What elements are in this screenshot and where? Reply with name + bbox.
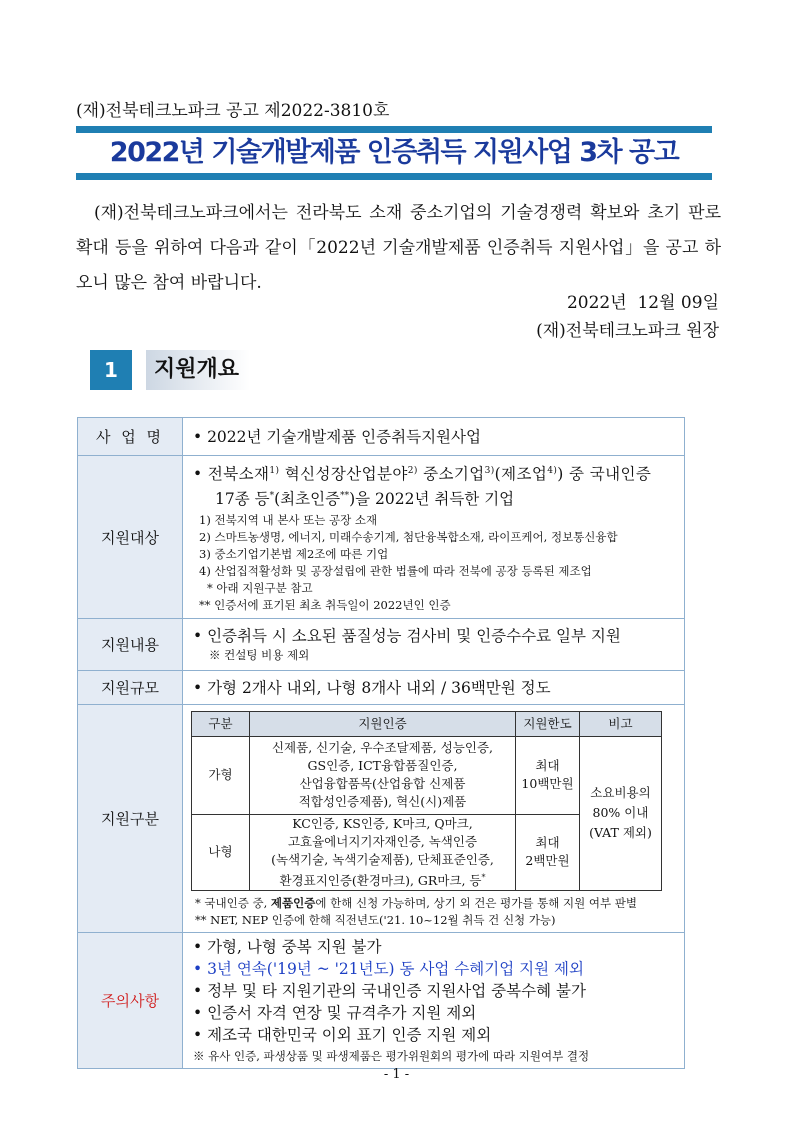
- target-note: 1) 전북지역 내 본사 또는 공장 소재: [199, 513, 378, 528]
- category-limit: [516, 736, 580, 814]
- content-note: ※ 컨설팅 비용 제외: [209, 648, 310, 663]
- row-value: [183, 933, 685, 1069]
- table-row: [78, 705, 685, 933]
- column-header: 지원인증: [250, 711, 516, 736]
- table-row: [78, 456, 685, 619]
- row-label: 사 업 명: [78, 418, 183, 456]
- target-note: * 아래 지원구분 참고: [207, 581, 313, 596]
- section-number: 1: [90, 350, 132, 390]
- caution-item: • 제조국 대한민국 이외 표기 인증 지원 제외: [193, 1026, 492, 1045]
- cert-line: KC인증, KS인증, K마크, Q마크,: [292, 815, 473, 831]
- footnote-ref: *: [269, 491, 275, 502]
- limit-line: 최대: [535, 758, 560, 774]
- category-certs: [250, 814, 516, 890]
- row-label: 지원구분: [78, 705, 183, 933]
- row-label: 주의사항: [78, 933, 183, 1069]
- category-note: ** NET, NEP 인증에 한해 직전년도('21. 10~12월 취득 건 신청 가능): [195, 912, 556, 927]
- caution-item: • 3년 연속('19년 ~ '21년도) 동 사업 수혜기업 지원 제외: [193, 960, 584, 979]
- caution-note: ※ 유사 인증, 파생상품 및 파생제품은 평가위원회의 평가에 따라 지원여부 결정: [193, 1049, 590, 1064]
- target-note: 2) 스마트농생명, 에너지, 미래수송기계, 첨단융복합소재, 라이프케어, 정보통신융합: [199, 530, 618, 545]
- intro-paragraph: [76, 196, 721, 301]
- table-row: [78, 933, 685, 1069]
- remark-line: (VAT 제외): [589, 825, 652, 841]
- target-line-1: [193, 460, 678, 485]
- footnote-ref: 4): [547, 466, 558, 476]
- scale-value: • 가형 2개사 내외, 나형 8개사 내외 / 36백만원 정도: [193, 678, 551, 697]
- row-value: [183, 418, 685, 456]
- target-text: 17종 등: [215, 490, 270, 509]
- footnote-ref: 2): [407, 466, 418, 476]
- footnote-ref: **: [340, 491, 350, 502]
- table-row: [78, 619, 685, 671]
- remark-line: 소요비용의: [590, 785, 651, 801]
- category-type: 나형: [192, 814, 250, 890]
- table-row: [78, 671, 685, 705]
- category-limit: [516, 814, 580, 890]
- category-certs: [250, 736, 516, 814]
- row-value: [183, 456, 685, 619]
- target-text: (제조업: [494, 465, 548, 484]
- cert-line: 산업융합품목(산업융합 신제품: [299, 776, 466, 792]
- row-value: [183, 619, 685, 671]
- note-highlight: 제품인증: [270, 895, 316, 910]
- row-label: 지원규모: [78, 671, 183, 705]
- target-text: 혁신성장산업분야: [279, 465, 408, 484]
- target-line-2: [193, 485, 678, 510]
- target-note: ** 인증서에 표기된 최초 취득일이 2022년인 인증: [199, 598, 451, 613]
- category-remark: [580, 736, 662, 890]
- page-number: - 1 -: [383, 1067, 410, 1082]
- section-title: 지원개요: [146, 350, 250, 390]
- target-note: 4) 산업집적활성화 및 공장설립에 관한 법률에 따라 전북에 공장 등록된 제조업: [199, 564, 592, 579]
- caution-item: • 가형, 나형 중복 지원 불가: [193, 938, 382, 957]
- category-note: [195, 895, 678, 912]
- row-value: [183, 671, 685, 705]
- footnote-ref: 3): [484, 466, 495, 476]
- business-name-value: • 2022년 기술개발제품 인증취득지원사업: [193, 427, 481, 446]
- title-top-bar: [76, 126, 712, 133]
- cert-line-last: [252, 869, 513, 890]
- row-value: [183, 705, 685, 933]
- notice-number: (재)전북테크노파크 공고 제2022-3810호: [76, 101, 390, 121]
- target-text: 중소기업: [417, 465, 485, 484]
- document-title: 2022년 기술개발제품 인증취득 지원사업 3차 공고: [109, 137, 679, 168]
- caution-item: • 인증서 자격 연장 및 규격추가 지원 제외: [193, 1004, 477, 1023]
- category-table: [191, 711, 662, 891]
- category-notes: [185, 891, 678, 929]
- cert-line: 신제품, 신기술, 우수조달제품, 성능인증,: [271, 740, 493, 756]
- cert-line: 적합성인증제품), 혁신(시)제품: [298, 794, 467, 810]
- caution-item: • 정부 및 타 지원기관의 국내인증 지원사업 중복수혜 불가: [193, 982, 586, 1001]
- target-note: 3) 중소기업기본법 제2조에 따른 기업: [199, 547, 389, 562]
- remark-line: 80% 이내: [592, 805, 649, 821]
- issuer: (재)전북테크노파크 원장: [536, 321, 719, 341]
- limit-line: 2백만원: [525, 853, 570, 869]
- row-label: 지원내용: [78, 619, 183, 671]
- issue-info: [536, 289, 719, 345]
- row-label: 지원대상: [78, 456, 183, 619]
- cert-line: GS인증, ICT융합품질인증,: [307, 758, 458, 774]
- target-text: (최초인증: [274, 490, 341, 509]
- limit-line: 10백만원: [521, 776, 574, 792]
- cert-text: 환경표지인증(환경마크), GR마크, 등: [279, 872, 482, 888]
- target-text: • 전북소재: [193, 465, 270, 484]
- category-type: 가형: [192, 736, 250, 814]
- column-header: 지원한도: [516, 711, 580, 736]
- category-header-row: [192, 711, 662, 736]
- column-header: 비고: [580, 711, 662, 736]
- category-row: [192, 736, 662, 814]
- limit-line: 최대: [535, 835, 560, 851]
- issue-date: 2022년 12월 09일: [566, 293, 719, 313]
- footnote-ref: *: [481, 872, 486, 882]
- target-text: )을 2022년 취득한 기업: [349, 490, 515, 509]
- table-row: [78, 418, 685, 456]
- intro-text: (재)전북테크노파크에서는 전라북도 소재 중소기업의 기술경쟁력 확보와 초기 판로 확대 등을 위하여 다음과 같이「2022년 기술개발제품 인증취득 지원사업」을 공고 하오니 많은 참여 바랍니다.: [76, 203, 721, 293]
- overview-table: [77, 417, 685, 1069]
- note-text: * 국내인증 중,: [195, 895, 271, 910]
- content-value: • 인증취득 시 소요된 품질성능 검사비 및 인증수수료 일부 지원: [193, 627, 621, 646]
- cert-line: (녹색기술, 녹색기술제품), 단체표준인증,: [271, 851, 494, 867]
- footnote-ref: 1): [269, 466, 280, 476]
- title-bottom-bar: [76, 173, 712, 180]
- target-notes: [193, 510, 678, 614]
- cert-line: 고효율에너지기자재인증, 녹색인증: [287, 833, 478, 849]
- note-text: 에 한해 신청 가능하며, 상기 외 건은 평가를 통해 지원 여부 판별: [315, 895, 637, 910]
- target-text: ) 중 국내인증: [557, 465, 652, 484]
- column-header: 구분: [192, 711, 250, 736]
